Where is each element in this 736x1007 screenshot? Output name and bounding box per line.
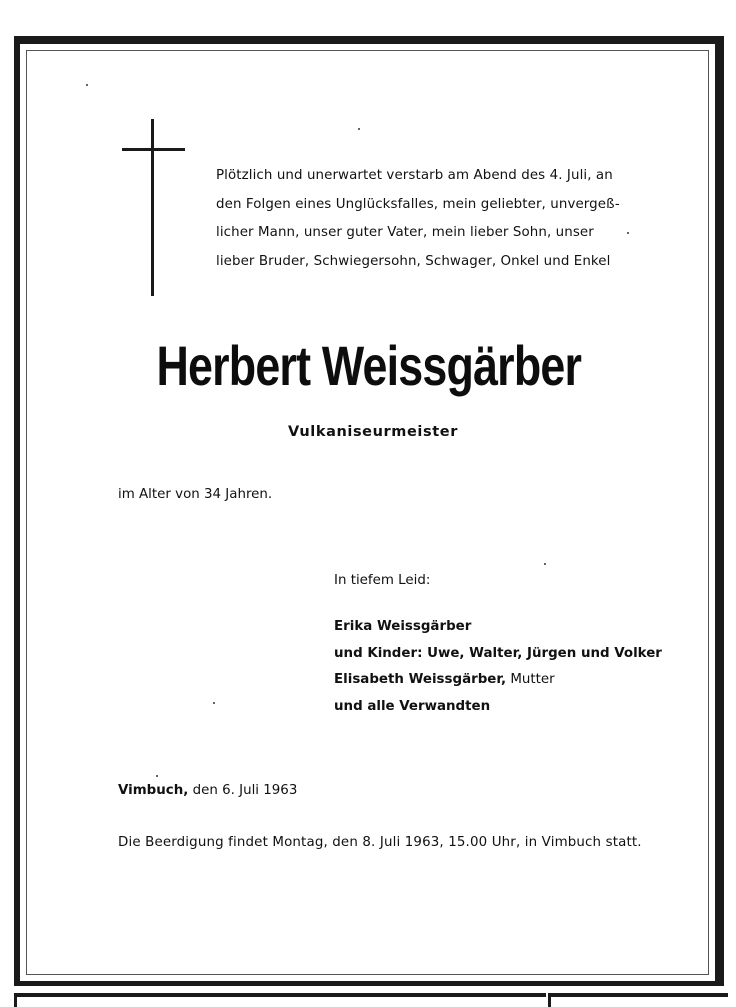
- announcement-line: Plötzlich und unerwartet verstarb am Abend des 4. Juli, an: [216, 168, 613, 183]
- mourner-name: Erika Weissgärber: [334, 619, 472, 634]
- mourner-name: Elisabeth Weissgärber,: [334, 672, 507, 687]
- adjacent-notice-edge-right: [548, 993, 728, 1007]
- announcement-line: lieber Bruder, Schwiegersohn, Schwager, Onkel und Enkel: [216, 253, 611, 269]
- mourner-name: und Kinder: Uwe, Walter, Jürgen und Volker: [334, 645, 662, 661]
- place-date-line: [118, 783, 297, 798]
- place: Vimbuch,: [118, 783, 189, 798]
- mourner-entry: [334, 667, 662, 694]
- mourner-entry: [334, 694, 662, 721]
- mourner-name: und alle Verwandten: [334, 698, 491, 714]
- print-speck: [156, 775, 158, 777]
- print-speck: [86, 84, 88, 86]
- funeral-info: Die Beerdigung findet Montag, den 8. Juli 1963, 15.00 Uhr, in Vimbuch statt.: [118, 835, 642, 850]
- mourner-entry: [334, 641, 662, 668]
- announcement-text: [216, 162, 636, 276]
- date: den 6. Juli 1963: [188, 783, 298, 798]
- age-line: im Alter von 34 Jahren.: [118, 487, 273, 502]
- print-speck: [213, 702, 215, 704]
- announcement-line: den Folgen eines Unglücksfalles, mein geliebter, unvergeß-: [216, 196, 620, 212]
- announcement-line: licher Mann, unser guter Vater, mein lieber Sohn, unser: [216, 225, 594, 240]
- cross-icon: [151, 119, 154, 296]
- mourner-relation: Mutter: [506, 672, 555, 687]
- print-speck: [544, 563, 546, 565]
- mourners-list: [334, 614, 662, 720]
- grief-line: In tiefem Leid:: [334, 573, 431, 588]
- print-speck: [358, 128, 360, 130]
- cross-icon-bar: [122, 148, 185, 151]
- deceased-name: Herbert Weissgärber: [156, 334, 582, 397]
- deceased-profession: Vulkaniseurmeister: [288, 424, 458, 440]
- adjacent-notice-edge: [14, 993, 546, 1007]
- mourner-entry: [334, 614, 662, 641]
